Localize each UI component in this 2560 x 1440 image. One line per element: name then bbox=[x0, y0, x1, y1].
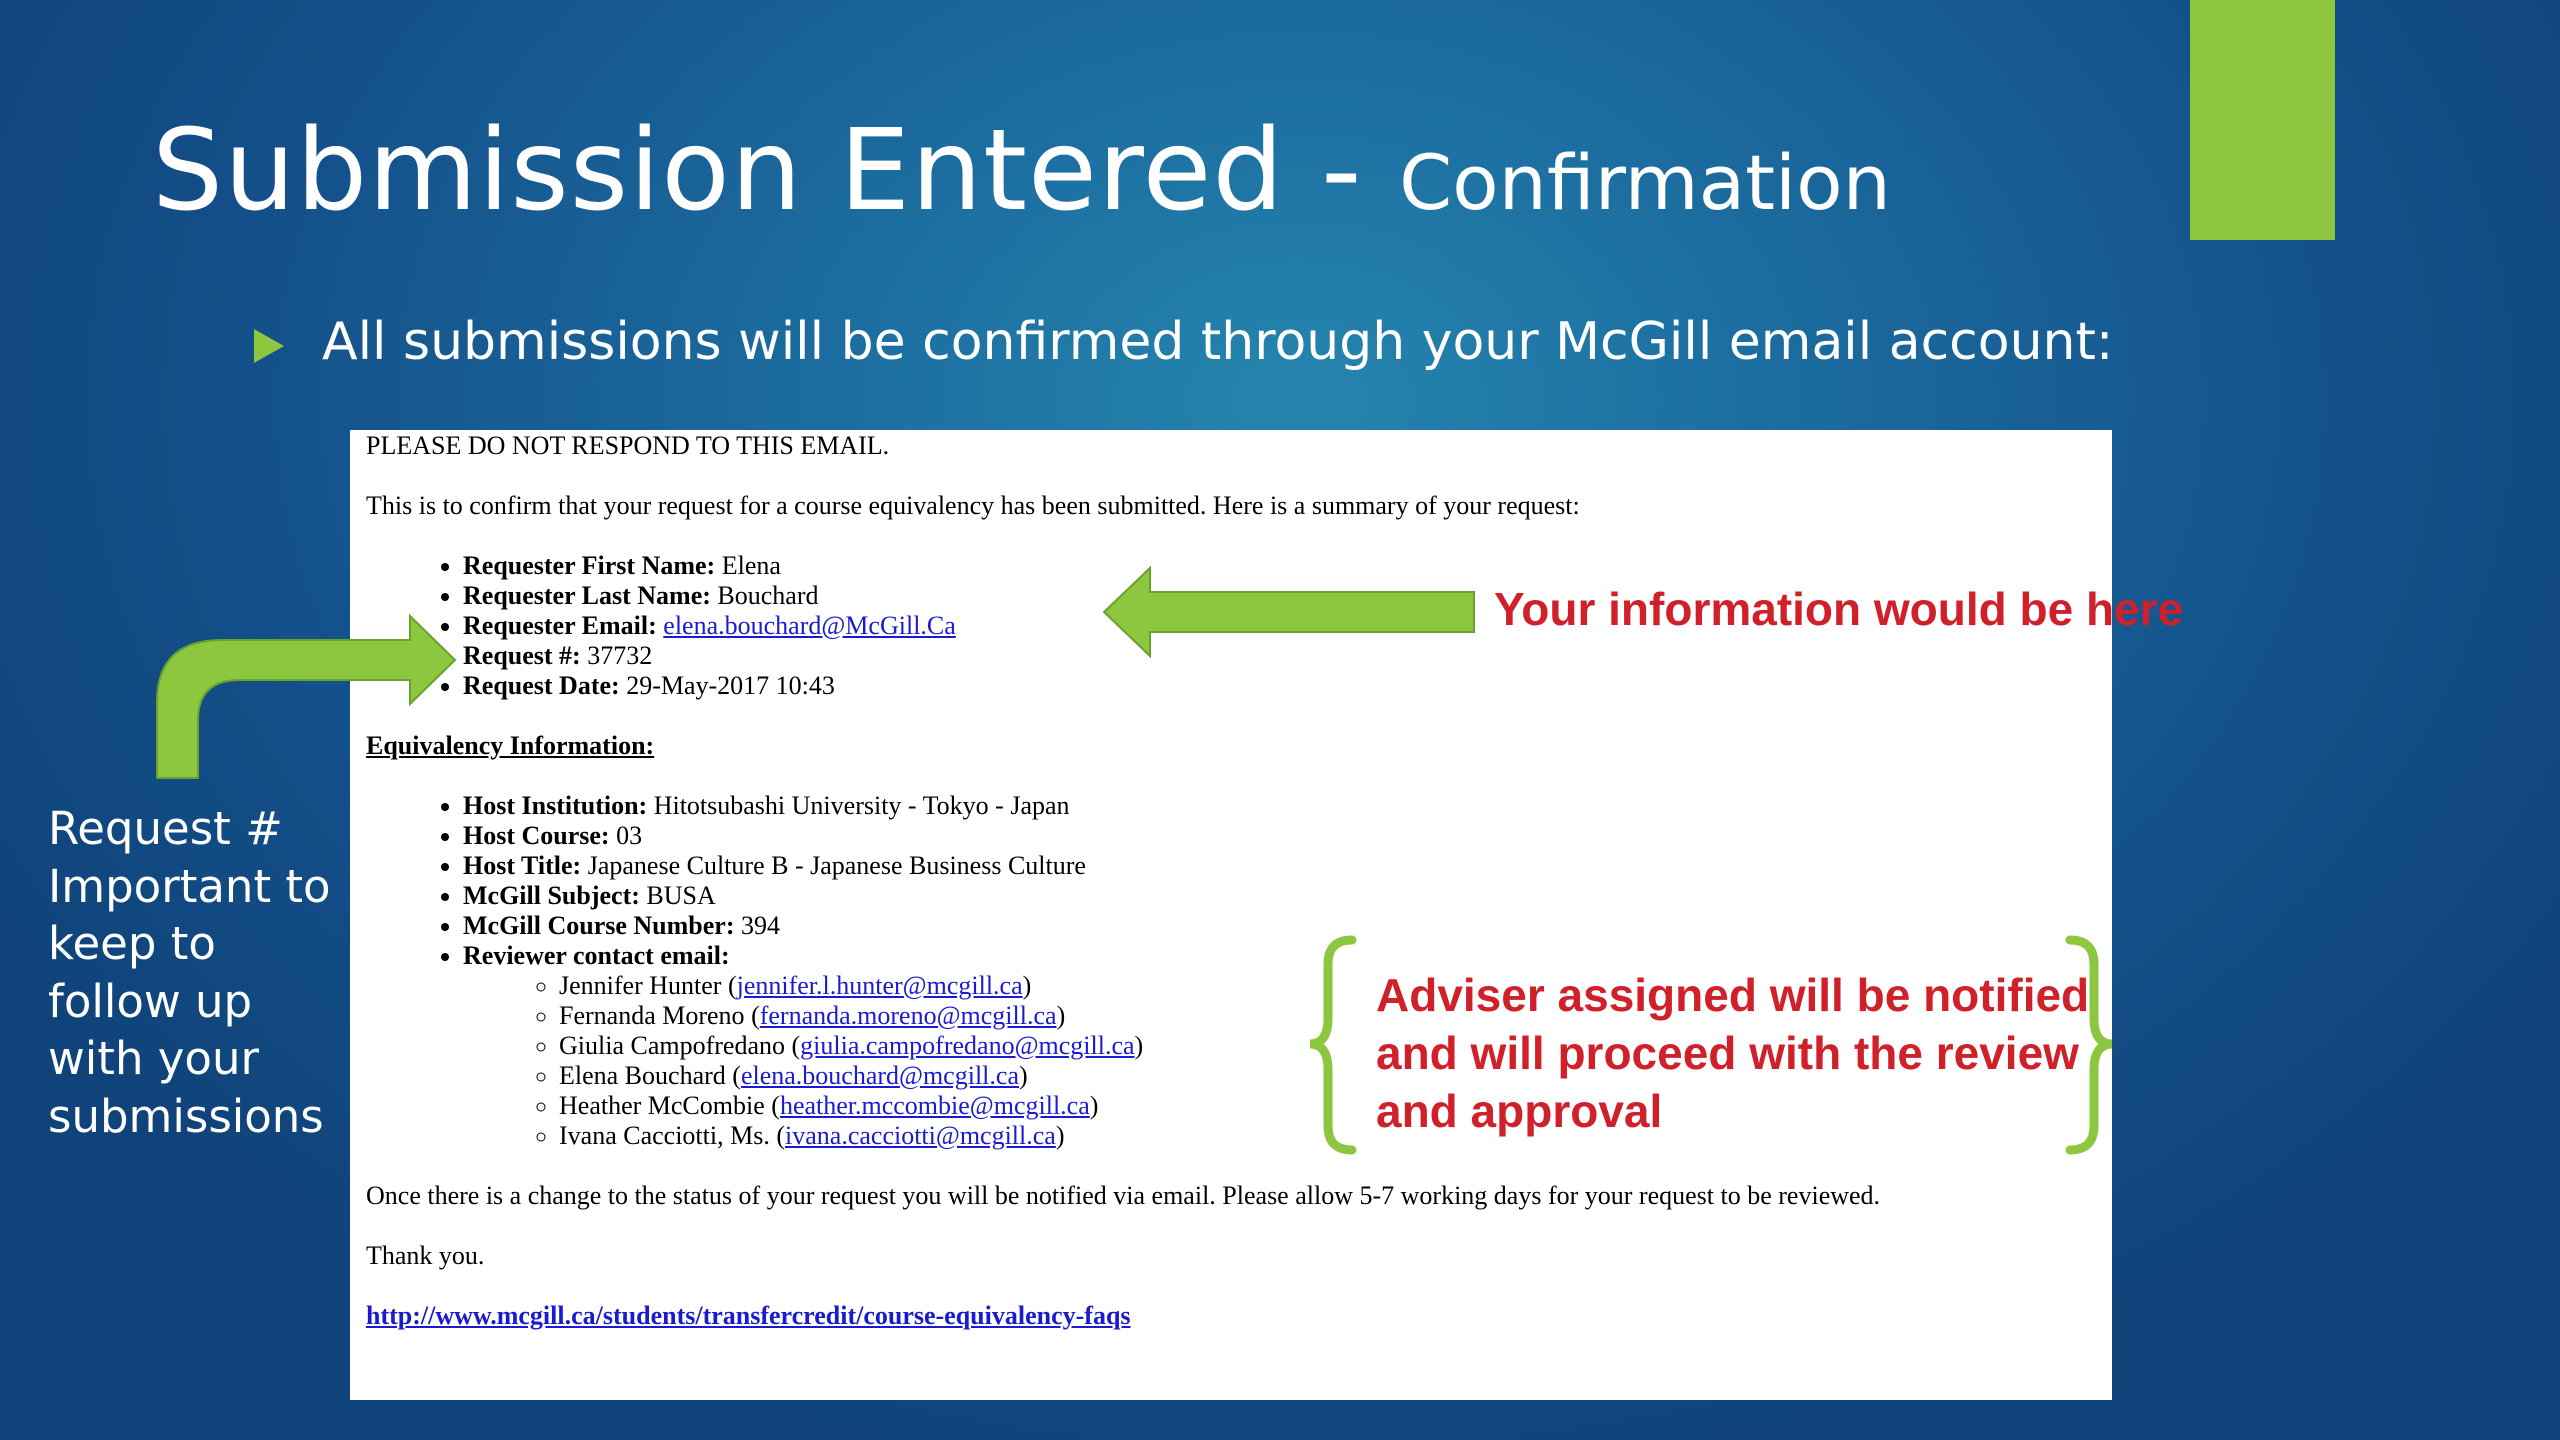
reviewer-item: ◦ Ivana Cacciotti, Ms. (ivana.cacciotti@mcgill.ca) bbox=[559, 1121, 2096, 1151]
request-number-note: Request # Important to keep to follow up with your submissions bbox=[48, 802, 331, 1143]
field-label: Request #: bbox=[463, 641, 581, 670]
reviewer-name: Heather McCombie bbox=[559, 1091, 765, 1120]
requester-email-link[interactable]: elena.bouchard@McGill.Ca bbox=[663, 611, 956, 640]
title-sub: Confirmation bbox=[1399, 138, 1891, 227]
field-value: 29-May-2017 10:43 bbox=[619, 671, 835, 700]
reviewer-item: ◦ Elena Bouchard (elena.bouchard@mcgill.ca) bbox=[559, 1061, 2096, 1091]
status-note: Once there is a change to the status of your request you will be notified via email. Please allow 5-7 working days for your request to be reviewed. bbox=[366, 1181, 1881, 1210]
slide-bullet-text: All submissions will be confirmed through your McGill email account: bbox=[322, 312, 2114, 372]
field-label: Host Title: bbox=[463, 851, 582, 880]
reviewer-name: Giulia Campofredano bbox=[559, 1031, 785, 1060]
field-label: Requester Email: bbox=[463, 611, 657, 640]
field-label: McGill Course Number: bbox=[463, 911, 735, 940]
reviewer-email-link[interactable]: jennifer.l.hunter@mcgill.ca bbox=[736, 971, 1023, 1000]
bent-arrow-icon bbox=[157, 616, 455, 778]
reviewer-name: Fernanda Moreno bbox=[559, 1001, 745, 1030]
faq-link[interactable]: http://www.mcgill.ca/students/transfercredit/course-equivalency-faqs bbox=[366, 1301, 1131, 1330]
thanks-text: Thank you. bbox=[366, 1241, 485, 1270]
field-label: McGill Subject: bbox=[463, 881, 640, 910]
field-value: Elena bbox=[715, 551, 781, 580]
info-annotation: Your information would be here bbox=[1494, 583, 2184, 635]
title-main: Submission Entered bbox=[152, 106, 1285, 236]
equivalency-heading: Equivalency Information: bbox=[366, 731, 655, 760]
reviewer-item: ◦ Fernanda Moreno (fernanda.moreno@mcgill.ca) bbox=[559, 1001, 2096, 1031]
reviewer-item: ◦ Heather McCombie (heather.mccombie@mcgill.ca) bbox=[559, 1091, 2096, 1121]
reviewer-email-link[interactable]: elena.bouchard@mcgill.ca bbox=[740, 1061, 1019, 1090]
field-value: BUSA bbox=[639, 881, 716, 910]
field-value: Bouchard bbox=[710, 581, 819, 610]
field-label: Requester First Name: bbox=[463, 551, 716, 580]
title-separator: - bbox=[1284, 106, 1400, 236]
reviewer-name: Jennifer Hunter bbox=[559, 971, 722, 1000]
field-label: Host Course: bbox=[463, 821, 610, 850]
email-intro: This is to confirm that your request for a course equivalency has been submitted. Here is a summary of your request: bbox=[366, 491, 1580, 520]
left-arrow-icon bbox=[1104, 568, 1474, 656]
reviewer-name: Elena Bouchard bbox=[559, 1061, 726, 1090]
field-value: 03 bbox=[609, 821, 643, 850]
request-number: 37732 bbox=[580, 641, 653, 670]
reviewer-name: Ivana Cacciotti, Ms. bbox=[559, 1121, 770, 1150]
reviewer-email-link[interactable]: giulia.campofredano@mcgill.ca bbox=[800, 1031, 1135, 1060]
reviewer-email-link[interactable]: ivana.cacciotti@mcgill.ca bbox=[785, 1121, 1056, 1150]
reviewer-item: ◦ Jennifer Hunter (jennifer.l.hunter@mcgill.ca) bbox=[559, 971, 2096, 1001]
field-value: Hitotsubashi University - Tokyo - Japan bbox=[647, 791, 1070, 820]
reviewer-email-link[interactable]: fernanda.moreno@mcgill.ca bbox=[759, 1001, 1057, 1030]
field-label: Host Institution: bbox=[463, 791, 648, 820]
reviewer-email-link[interactable]: heather.mccombie@mcgill.ca bbox=[779, 1091, 1090, 1120]
reviewer-item: ◦ Giulia Campofredano (giulia.campofredano@mcgill.ca) bbox=[559, 1031, 2096, 1061]
field-label: Requester Last Name: bbox=[463, 581, 711, 610]
field-value: 394 bbox=[734, 911, 781, 940]
field-label: Reviewer contact email: bbox=[463, 941, 730, 970]
email-no-reply: PLEASE DO NOT RESPOND TO THIS EMAIL. bbox=[366, 431, 890, 460]
field-label: Request Date: bbox=[463, 671, 620, 700]
field-value: Japanese Culture B - Japanese Business Culture bbox=[581, 851, 1086, 880]
left-brace-icon bbox=[1310, 940, 1352, 1150]
adviser-annotation: Adviser assigned will be notified and will proceed with the review and approval bbox=[1376, 969, 2090, 1137]
